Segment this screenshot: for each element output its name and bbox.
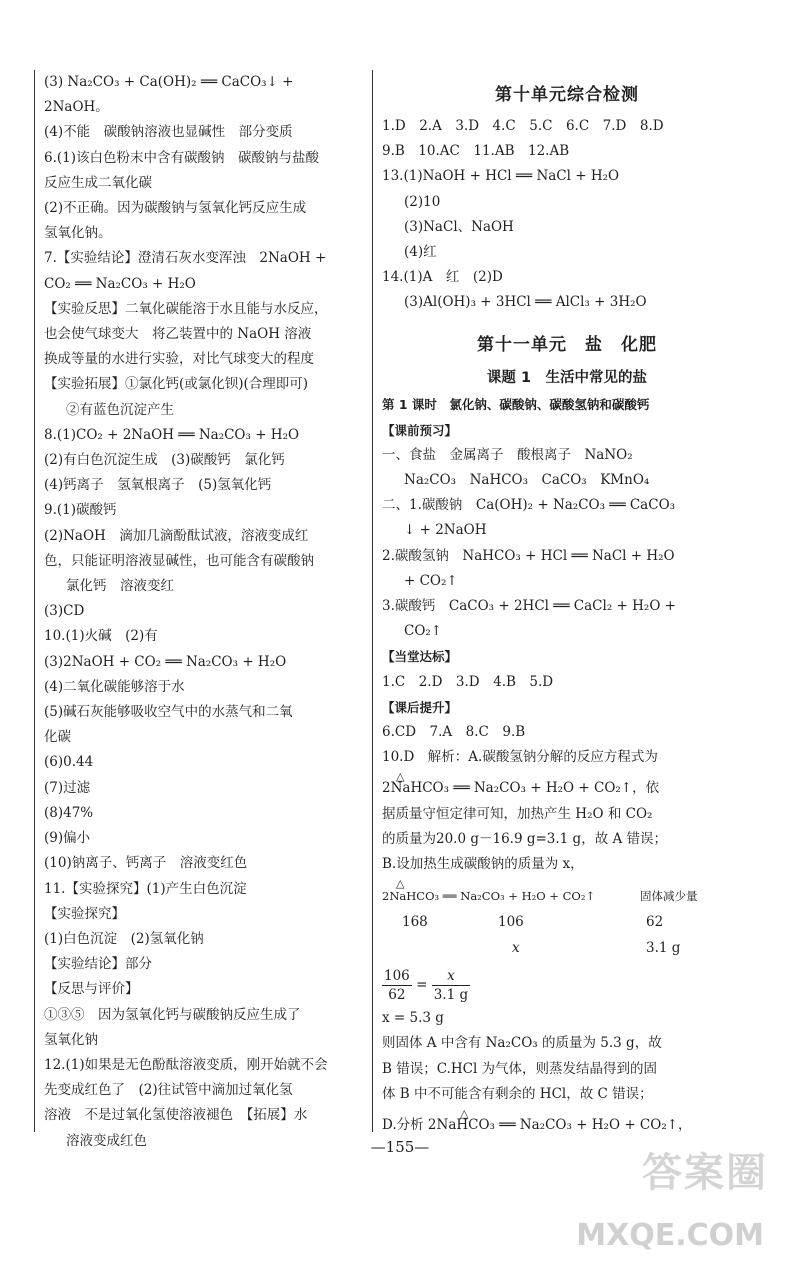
after-class-answers	[382, 720, 752, 770]
answer-line: 色，只能证明溶液显碱性，也可能含有碳酸钠	[44, 552, 314, 569]
answer-line: 据质量守恒定律可知，加热产生 H₂O 和 CO₂	[382, 805, 653, 822]
answer-line: 14.(1)A 红 (2)D	[382, 269, 503, 286]
mass-3-1g: 3.1 g	[646, 940, 681, 957]
answer-line: 溶液 不是过氧化氢使溶液褪色 【拓展】水	[44, 1107, 308, 1124]
answer-line: 9.(1)碳酸钙	[44, 502, 117, 519]
answer-line: 体 B 中不可能含有剩余的 HCl，故 C 错误；	[382, 1085, 653, 1102]
unit10-test-title: 第十单元综合检测	[495, 85, 639, 105]
answer-line: (8)47%	[44, 804, 94, 821]
watermark-text-top: 答案圈	[642, 1150, 768, 1196]
answer-line: 10.D 解析：A.碳酸氢钠分解的反应方程式为	[382, 749, 658, 766]
answer-line: 也会使气球变大 将乙装置中的 NaOH 溶液	[44, 326, 312, 343]
answer-line: 氢氧化钠。	[44, 225, 112, 242]
answer-line: 6.CD 7.A 8.C 9.B	[382, 724, 526, 741]
answer-line: 11.【实验探究】(1)产生白色沉淀	[44, 880, 247, 897]
answer-line: 10.(1)火碱 (2)有	[44, 628, 158, 645]
answer-line: 溶液变成红色	[66, 1132, 147, 1149]
proportion: $\frac{106}{62}$ = $\frac{x}{3.1 g}$	[384, 968, 469, 1004]
reaction-equation-row	[382, 877, 752, 909]
answer-line: 则固体 A 中含有 Na₂CO₃ 的质量为 5.3 g，故	[382, 1035, 662, 1052]
answer-line: 7.【实验结论】澄清石灰水变浑浊 2NaOH +	[44, 250, 327, 267]
answer-line: Na₂CO₃ NaHCO₃ CaCO₃ KMnO₄	[404, 472, 650, 489]
answer-line: (6)0.44	[44, 754, 94, 771]
mass-62: 62	[646, 914, 664, 931]
answer-line: 【实验拓展】①氯化钙(或氯化钡)(合理即可)	[44, 376, 309, 393]
answer-line: 【实验探究】	[44, 905, 125, 922]
answer-line: 3.碳酸钙 CaCO₃ + 2HCl ══ CaCl₂ + H₂O +	[382, 598, 676, 615]
answer-line: ①③⑤ 因为氢氧化钙与碳酸钠反应生成了	[44, 1006, 301, 1023]
left-border-line	[34, 70, 35, 1132]
analysis-text-2	[382, 1031, 752, 1107]
answer-line: 2.碳酸氢钠 NaHCO₃ + HCl ══ NaCl + H₂O	[382, 547, 675, 564]
preview-answers	[382, 443, 752, 645]
period1-title: 第 1 课时 氯化钠、碳酸钠、碳酸氢钠和碳酸钙	[382, 396, 650, 412]
answer-line: 氢氧化钠	[44, 1031, 98, 1048]
lesson1-title: 课题 1 生活中常见的盐	[486, 369, 648, 386]
answer-line: (5)碱石灰能够吸收空气中的水蒸气和二氧	[44, 704, 293, 721]
reaction-unknown-row	[382, 935, 752, 961]
answer-line: ↓ + 2NaOH	[404, 522, 487, 539]
column-divider	[372, 70, 373, 1132]
answer-line: (3) Na₂CO₃ + Ca(OH)₂ ══ CaCO₃↓ +	[44, 74, 294, 90]
answer-line: 二、1.碳酸钠 Ca(OH)₂ + Na₂CO₃ ══ CaCO₃	[382, 497, 676, 514]
answer-line: 8.(1)CO₂ + 2NaOH ══ Na₂CO₃ + H₂O	[44, 426, 300, 443]
decomposition-equation: 2NaHCO₃ ══ Na₂CO₃ + H₂O + CO₂↑，依	[382, 780, 660, 797]
answer-line: 氯化钙 溶液变红	[66, 578, 174, 595]
result-line: x = 5.3 g	[382, 1010, 444, 1027]
answer-line: 先变成红色了 (2)往试管中滴加过氧化氢	[44, 1082, 293, 1099]
answer-line: 换成等量的水进行实验，对比气球变大的程度	[44, 351, 314, 368]
right-column	[382, 70, 752, 1138]
answer-line: CO₂ ══ Na₂CO₃ + H₂O	[44, 275, 196, 292]
answer-line: (7)过滤	[44, 779, 91, 796]
preview-section-label: 【课前预习】	[382, 422, 458, 438]
mass-168: 168	[402, 914, 428, 931]
answer-line: 13.(1)NaOH + HCl ══ NaCl + H₂O	[382, 168, 620, 185]
after-class-section-label: 【课后提升】	[382, 699, 458, 715]
answer-line: 的质量为20.0 g－16.9 g=3.1 g，故 A 错误；	[382, 830, 668, 847]
answer-line: (3)NaCl、NaOH	[404, 218, 514, 235]
answer-line: (1)白色沉淀 (2)氢氧化钠	[44, 930, 204, 947]
answer-line: 一、食盐 金属离子 酸根离子 NaNO₂	[382, 446, 633, 463]
answer-line: (2)不正确。因为碳酸钠与氢氧化钙反应生成	[44, 200, 307, 217]
equation-line	[382, 770, 752, 801]
fraction-right: $\frac{x}{3.1 g}$	[433, 968, 469, 1004]
answer-line: (4)红	[404, 244, 437, 261]
answer-line: (2)NaOH 滴加几滴酚酞试液，溶液变成红	[44, 527, 309, 544]
analysis-text	[382, 802, 752, 878]
heat-symbol-2: △	[396, 877, 405, 891]
fraction-left: $\frac{106}{62}$	[384, 968, 410, 1004]
answer-line: (2)有白色沉淀生成 (3)碳酸钙 氯化钙	[44, 452, 285, 469]
answer-line: B 错误；C.HCl 为气体，则蒸发结晶得到的固	[382, 1060, 658, 1077]
watermark-logo	[576, 1141, 768, 1261]
answer-line: 2NaOH。	[44, 99, 109, 116]
answer-line: ②有蓝色沉淀产生	[66, 401, 174, 418]
answer-line: B.设加热生成碳酸钠的质量为 x，	[382, 856, 584, 873]
unit10-answers	[382, 114, 752, 316]
in-class-section-label: 【当堂达标】	[382, 649, 458, 665]
answer-line: (3)Al(OH)₃ + 3HCl ══ AlCl₃ + 3H₂O	[404, 294, 647, 311]
unknown-x: x	[512, 940, 520, 957]
answer-line: 1.D 2.A 3.D 4.C 5.C 6.C 7.D 8.D	[382, 118, 664, 134]
answer-line: 9.B 10.AC 11.AB 12.AB	[382, 143, 570, 160]
heat-symbol-3: △	[460, 1107, 469, 1121]
answer-line: (4)二氧化碳能够溶于水	[44, 678, 185, 695]
answer-line: 12.(1)如果是无色酚酞溶液变质，刚开始就不会	[44, 1056, 328, 1073]
answer-line: (2)10	[404, 193, 441, 210]
answer-line: CO₂↑	[404, 623, 443, 640]
answer-line: 反应生成二氧化碳	[44, 174, 152, 191]
answer-line: (4)钙离子 氢氧根离子 (5)氢氧化钙	[44, 477, 272, 494]
answer-line: 1.C 2.D 3.D 4.B 5.D	[382, 673, 554, 690]
last-equation-line	[382, 1107, 752, 1138]
answer-line: (4)不能 碳酸钠溶液也显碱性 部分变质	[44, 124, 293, 141]
answer-line: (3)CD	[44, 603, 85, 620]
mass-106: 106	[498, 914, 524, 931]
answer-line: 化碳	[44, 729, 71, 746]
in-class-answers	[382, 670, 752, 695]
reaction-equation: 2NaHCO₃ ══ Na₂CO₃ + H₂O + CO₂↑	[382, 889, 596, 904]
watermark-text-bottom: MXQE.COM	[576, 1218, 764, 1253]
left-column	[44, 70, 366, 1154]
page-number: —155—	[370, 1138, 430, 1156]
answer-line: (10)钠离子、钙离子 溶液变红色	[44, 855, 248, 872]
answer-line: (9)偏小	[44, 830, 91, 847]
answer-line: 【反思与评价】	[44, 981, 139, 998]
answer-line: (3)2NaOH + CO₂ ══ Na₂CO₃ + H₂O	[44, 653, 287, 670]
last-equation: D.分析 2NaHCO₃ ══ Na₂CO₃ + H₂O + CO₂↑，	[382, 1117, 692, 1134]
answer-line: + CO₂↑	[404, 572, 458, 589]
answer-line: 【实验结论】部分	[44, 956, 152, 973]
answer-line: 6.(1)该白色粉末中含有碳酸钠 碳酸钠与盐酸	[44, 149, 320, 166]
heat-symbol: △	[396, 770, 405, 784]
reaction-mass-row	[382, 909, 752, 935]
unit11-title: 第十一单元 盐 化肥	[477, 334, 657, 355]
solid-decrease-label: 固体减少量	[640, 889, 698, 904]
answer-line: 【实验反思】二氧化碳能溶于水且能与水反应，	[44, 300, 328, 317]
